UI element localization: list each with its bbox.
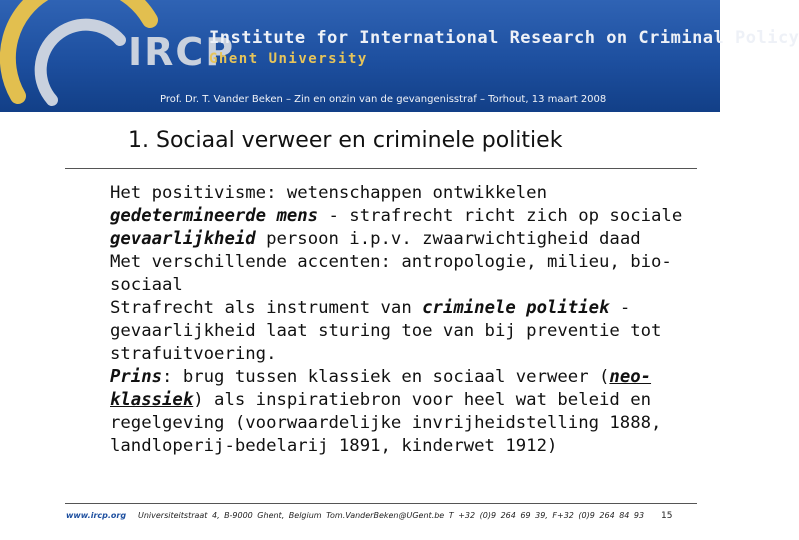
text-run: neo-klassiek — [110, 367, 652, 410]
text-run: persoon i.p.v. zwaarwichtigheid daad — [255, 229, 641, 249]
slide-title: 1. Sociaal verweer en criminele politiek — [128, 128, 563, 153]
text-run: Het positivisme: wetenschappen ontwikkelen — [110, 183, 547, 203]
bullet-paragraph — [110, 182, 685, 251]
text-run: criminele politiek — [422, 298, 610, 318]
text-run: - gevaarlijkheid laat sturing toe van bij preventie tot strafuitvoering. — [110, 298, 662, 364]
text-run: Prins — [110, 367, 163, 387]
institute-name: Institute for International Research on Criminal Policy — [209, 28, 799, 48]
text-run: gevaarlijkheid — [110, 229, 256, 249]
text-run: : brug tussen klassiek en sociaal verweer ( — [162, 367, 610, 387]
bullet-paragraph — [110, 251, 685, 297]
text-run: Strafrecht als instrument van — [110, 298, 423, 318]
slide-body — [110, 182, 685, 458]
university-name: Ghent University — [209, 51, 368, 67]
ircp-logo: IRCP — [128, 30, 236, 74]
text-run: ) als inspiratiebron voor heel wat beleid en regelgeving (voorwaardelijke invrijheidstelling 1888, landloperij-bedelarij 1891, kinderwet 1912) — [110, 390, 662, 456]
footer-contact-info: Universiteitstraat 4, B-9000 Ghent, Belgium Tom.VanderBeken@UGent.be T +32 (0)9 264 69 39, F+32 (0)9 264 84 93 — [138, 511, 645, 520]
text-run: gedetermineerde mens — [110, 206, 319, 226]
header-banner — [0, 0, 799, 112]
title-divider — [65, 168, 697, 169]
footer-url-link[interactable]: www.ircp.org — [66, 511, 127, 520]
page-number: 15 — [661, 511, 673, 521]
footer-divider — [65, 503, 697, 504]
text-run: - strafrecht richt zich op sociale — [318, 206, 683, 226]
header-subtitle: Prof. Dr. T. Vander Beken – Zin en onzin van de gevangenisstraf – Torhout, 13 maart 2008 — [160, 94, 607, 105]
bullet-paragraph — [110, 297, 685, 366]
bullet-paragraph — [110, 366, 685, 458]
text-run: Met verschillende accenten: antropologie, milieu, bio-sociaal — [110, 252, 672, 295]
